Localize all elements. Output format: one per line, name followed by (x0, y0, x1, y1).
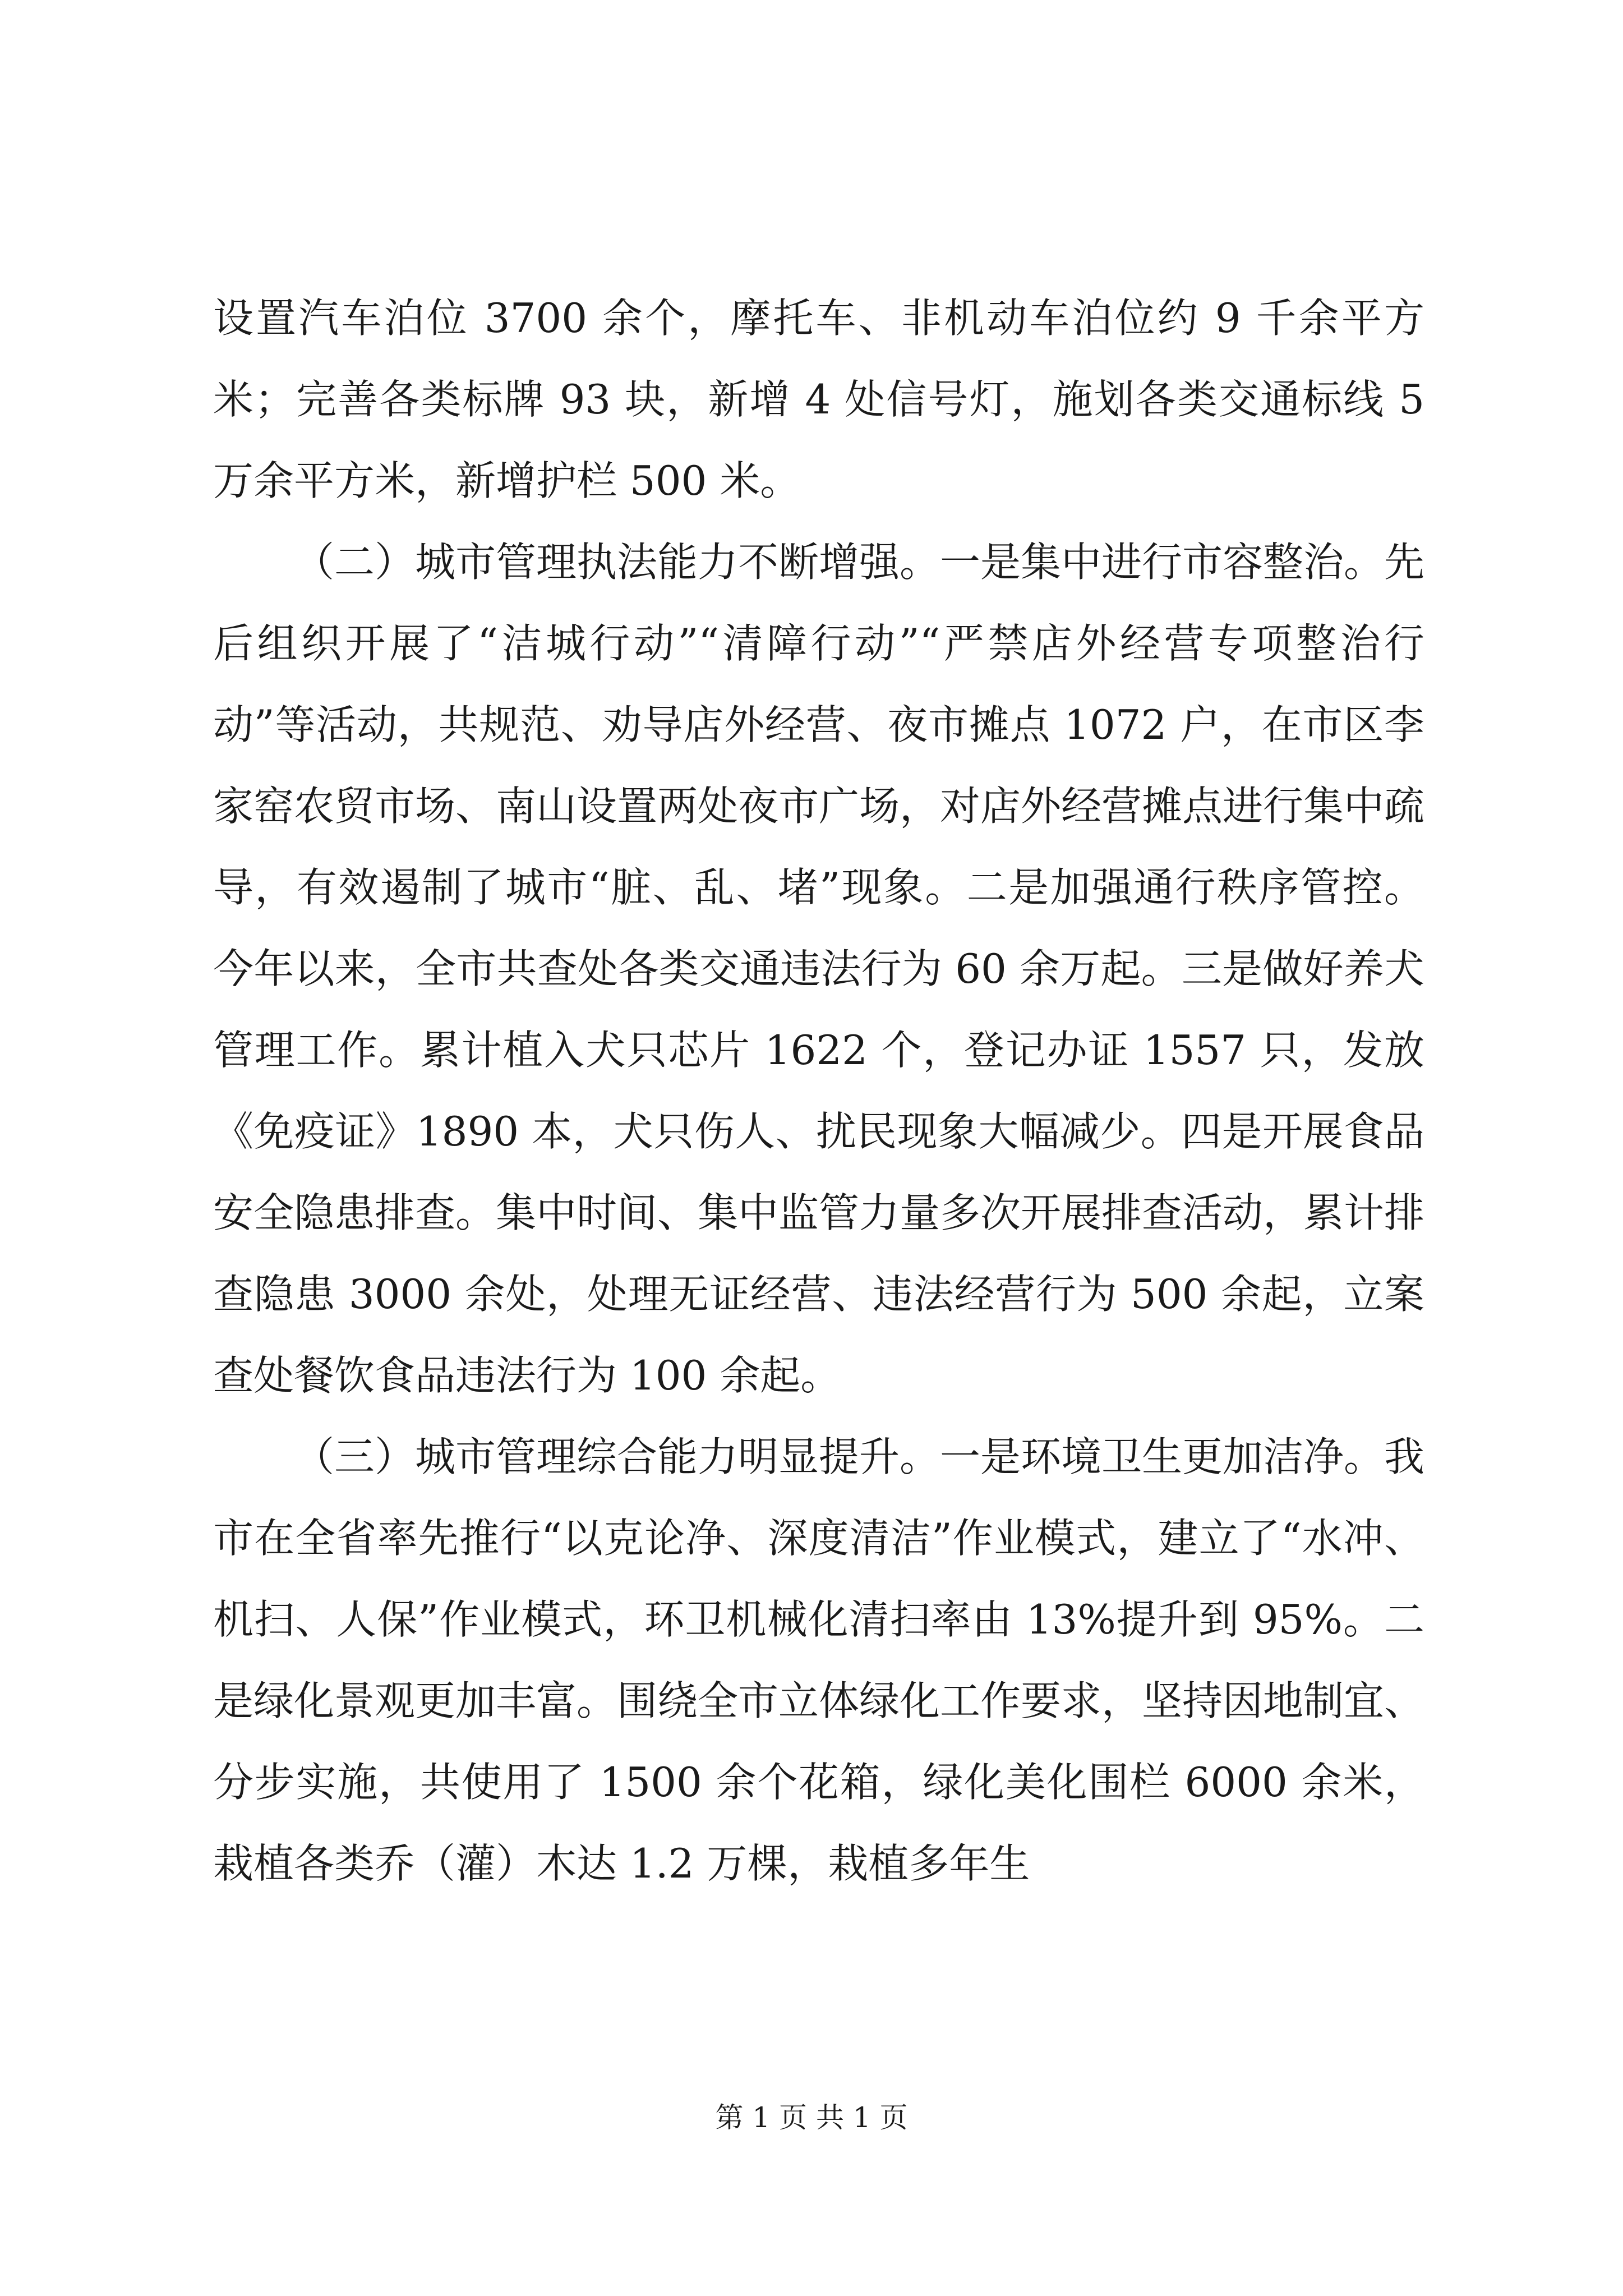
paragraph-section-three: （三）城市管理综合能力明显提升。一是环境卫生更加洁净。我市在全省率先推行“以克论净、深度清洁”作业模式，建立了“水冲、机扫、人保”作业模式，环卫机械化清扫率由 13%提升到 95%。二是绿化景观更加丰富。围绕全市立体绿化工作要求，坚持因地制宜、分步实施，共使用了 1500 余个花箱，绿化美化围栏 6000 余米，栽植各类乔（灌）木达 1.2 万棵，栽植多年生 (213, 1433, 1425, 1887)
paragraph-continuation: 设置汽车泊位 3700 余个，摩托车、非机动车泊位约 9 千余平方米；完善各类标牌 93 块，新增 4 处信号灯，施划各类交通标线 5 万余平方米，新增护栏 500 米。 (213, 295, 1424, 504)
paragraph-section-two: （二）城市管理执法能力不断增强。一是集中进行市容整治。先后组织开展了“洁城行动”“清障行动”“严禁店外经营专项整治行动”等活动，共规范、劝导店外经营、夜市摊点 1072 户，在市区李家窑农贸市场、南山设置两处夜市广场，对店外经营摊点进行集中疏导，有效遏制了城市“脏、乱、堵”现象。二是加强通行秩序管控。今年以来，全市共查处各类交通违法行为 60 余万起。三是做好养犬管理工作。累计植入犬只芯片 1622 个，登记办证 1557 只，发放《免疫证》1890 本，犬只伤人、扰民现象大幅减少。四是开展食品安全隐患排查。集中时间、集中监管力量多次开展排查活动，累计排查隐患 3000 余处，处理无证经营、违法经营行为 500 余起，立案查处餐饮食品违法行为 100 余起。 (213, 539, 1425, 1399)
document-body (213, 278, 1424, 1904)
page-footer: 第 1 页 共 1 页 (715, 2101, 908, 2134)
